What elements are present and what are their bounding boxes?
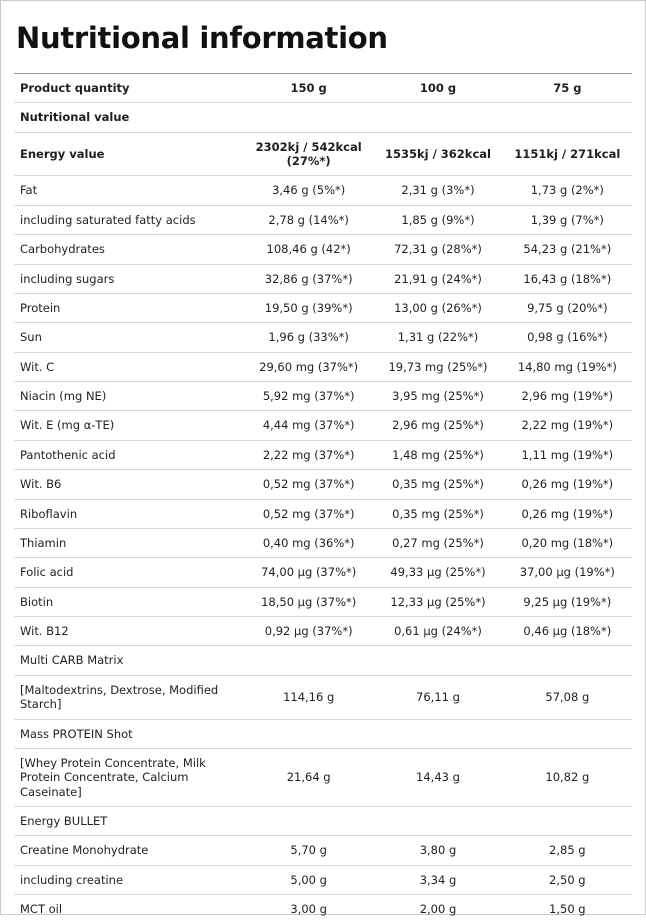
table-row	[14, 73, 632, 102]
row-value: 2,50 g	[503, 865, 632, 894]
row-label: Fat	[14, 176, 244, 205]
row-value: 1,96 g (33%*)	[244, 323, 373, 352]
row-label: Niacin (mg NE)	[14, 382, 244, 411]
table-row	[14, 323, 632, 352]
row-value: 72,31 g (28%*)	[373, 235, 502, 264]
row-value: 2,78 g (14%*)	[244, 205, 373, 234]
row-value: 1,11 mg (19%*)	[503, 440, 632, 469]
row-value: 0,26 mg (19%*)	[503, 470, 632, 499]
row-value: 29,60 mg (37%*)	[244, 352, 373, 381]
row-value	[373, 719, 502, 748]
row-value: 4,44 mg (37%*)	[244, 411, 373, 440]
table-row	[14, 617, 632, 646]
row-label: Pantothenic acid	[14, 440, 244, 469]
table-row	[14, 440, 632, 469]
row-label: Nutritional value	[14, 103, 244, 132]
row-label: Wit. B6	[14, 470, 244, 499]
row-value: 1151kj / 271kcal	[503, 132, 632, 176]
row-label: Wit. C	[14, 352, 244, 381]
row-value	[244, 646, 373, 675]
row-label: Thiamin	[14, 528, 244, 557]
row-value	[244, 719, 373, 748]
row-value: 2,00 g	[373, 895, 502, 924]
row-label: including creatine	[14, 865, 244, 894]
table-row	[14, 587, 632, 616]
row-label: Product quantity	[14, 73, 244, 102]
row-value	[503, 646, 632, 675]
row-value: 19,50 g (39%*)	[244, 293, 373, 322]
row-value: 1535kj / 362kcal	[373, 132, 502, 176]
row-value: 0,35 mg (25%*)	[373, 499, 502, 528]
row-value: 74,00 µg (37%*)	[244, 558, 373, 587]
row-value: 2,22 mg (19%*)	[503, 411, 632, 440]
row-value: 0,92 µg (37%*)	[244, 617, 373, 646]
row-label: Wit. E (mg α-TE)	[14, 411, 244, 440]
table-row	[14, 675, 632, 719]
table-row	[14, 470, 632, 499]
row-value	[373, 646, 502, 675]
row-value: 76,11 g	[373, 675, 502, 719]
row-value: 21,91 g (24%*)	[373, 264, 502, 293]
row-value: 2,96 mg (19%*)	[503, 382, 632, 411]
row-value: 1,50 g	[503, 895, 632, 924]
row-value: 0,98 g (16%*)	[503, 323, 632, 352]
row-label: Multi CARB Matrix	[14, 646, 244, 675]
row-value: 0,61 µg (24%*)	[373, 617, 502, 646]
row-value: 100 g	[373, 73, 502, 102]
row-value	[503, 719, 632, 748]
row-value: 16,43 g (18%*)	[503, 264, 632, 293]
row-label: MCT oil	[14, 895, 244, 924]
row-value	[503, 807, 632, 836]
row-value: 2,85 g	[503, 836, 632, 865]
row-value: 57,08 g	[503, 675, 632, 719]
row-value: 1,85 g (9%*)	[373, 205, 502, 234]
table-row	[14, 895, 632, 924]
row-value: 1,31 g (22%*)	[373, 323, 502, 352]
table-row	[14, 293, 632, 322]
table-row	[14, 205, 632, 234]
row-value: 13,00 g (26%*)	[373, 293, 502, 322]
row-label: including sugars	[14, 264, 244, 293]
page-title: Nutritional information	[16, 21, 388, 55]
row-value	[503, 103, 632, 132]
table-row	[14, 352, 632, 381]
row-value	[373, 103, 502, 132]
row-value: 5,00 g	[244, 865, 373, 894]
row-value: 1,39 g (7%*)	[503, 205, 632, 234]
table-row	[14, 646, 632, 675]
row-label: Wit. B12	[14, 617, 244, 646]
row-value: 5,92 mg (37%*)	[244, 382, 373, 411]
table-row	[14, 382, 632, 411]
row-value: 0,52 mg (37%*)	[244, 499, 373, 528]
row-value: 9,25 µg (19%*)	[503, 587, 632, 616]
table-row	[14, 558, 632, 587]
table-row	[14, 836, 632, 865]
row-label: Carbohydrates	[14, 235, 244, 264]
row-value: 3,80 g	[373, 836, 502, 865]
row-value: 3,46 g (5%*)	[244, 176, 373, 205]
table-row	[14, 528, 632, 557]
row-value: 5,70 g	[244, 836, 373, 865]
row-label: Mass PROTEIN Shot	[14, 719, 244, 748]
row-value: 0,27 mg (25%*)	[373, 528, 502, 557]
table-row	[14, 103, 632, 132]
row-value: 3,00 g	[244, 895, 373, 924]
table-row	[14, 264, 632, 293]
row-value: 0,35 mg (25%*)	[373, 470, 502, 499]
table-row	[14, 176, 632, 205]
row-label: Riboflavin	[14, 499, 244, 528]
row-value: 2,22 mg (37%*)	[244, 440, 373, 469]
row-value: 108,46 g (42*)	[244, 235, 373, 264]
table-row	[14, 807, 632, 836]
row-value: 150 g	[244, 73, 373, 102]
row-value: 49,33 µg (25%*)	[373, 558, 502, 587]
row-label: Energy value	[14, 132, 244, 176]
table-row	[14, 132, 632, 176]
row-value	[373, 807, 502, 836]
table-row	[14, 499, 632, 528]
row-label: [Whey Protein Concentrate, Milk Protein Concentrate, Calcium Caseinate]	[14, 748, 244, 806]
row-value: 10,82 g	[503, 748, 632, 806]
table-row	[14, 865, 632, 894]
row-value: 12,33 µg (25%*)	[373, 587, 502, 616]
row-value: 18,50 µg (37%*)	[244, 587, 373, 616]
row-label: Biotin	[14, 587, 244, 616]
row-value: 0,52 mg (37%*)	[244, 470, 373, 499]
row-label: including saturated fatty acids	[14, 205, 244, 234]
row-value: 0,20 mg (18%*)	[503, 528, 632, 557]
row-value: 75 g	[503, 73, 632, 102]
nutrition-table-body	[14, 73, 632, 923]
row-value: 1,48 mg (25%*)	[373, 440, 502, 469]
row-value: 2,31 g (3%*)	[373, 176, 502, 205]
row-label: Sun	[14, 323, 244, 352]
row-value: 0,26 mg (19%*)	[503, 499, 632, 528]
row-value: 54,23 g (21%*)	[503, 235, 632, 264]
row-label: Protein	[14, 293, 244, 322]
row-value: 3,34 g	[373, 865, 502, 894]
table-row	[14, 411, 632, 440]
row-label: Energy BULLET	[14, 807, 244, 836]
row-label: [Maltodextrins, Dextrose, Modified Starch]	[14, 675, 244, 719]
row-value: 3,95 mg (25%*)	[373, 382, 502, 411]
row-value: 14,80 mg (19%*)	[503, 352, 632, 381]
row-value	[244, 103, 373, 132]
row-value: 14,43 g	[373, 748, 502, 806]
row-value: 32,86 g (37%*)	[244, 264, 373, 293]
row-value: 2302kj / 542kcal (27%*)	[244, 132, 373, 176]
row-value: 21,64 g	[244, 748, 373, 806]
row-value: 1,73 g (2%*)	[503, 176, 632, 205]
row-value: 2,96 mg (25%*)	[373, 411, 502, 440]
row-value: 0,40 mg (36%*)	[244, 528, 373, 557]
table-row	[14, 235, 632, 264]
row-value: 0,46 µg (18%*)	[503, 617, 632, 646]
row-label: Folic acid	[14, 558, 244, 587]
row-value	[244, 807, 373, 836]
row-value: 37,00 µg (19%*)	[503, 558, 632, 587]
table-row	[14, 719, 632, 748]
row-value: 19,73 mg (25%*)	[373, 352, 502, 381]
table-row	[14, 748, 632, 806]
row-value: 114,16 g	[244, 675, 373, 719]
nutrition-table	[14, 73, 632, 924]
row-label: Creatine Monohydrate	[14, 836, 244, 865]
row-value: 9,75 g (20%*)	[503, 293, 632, 322]
